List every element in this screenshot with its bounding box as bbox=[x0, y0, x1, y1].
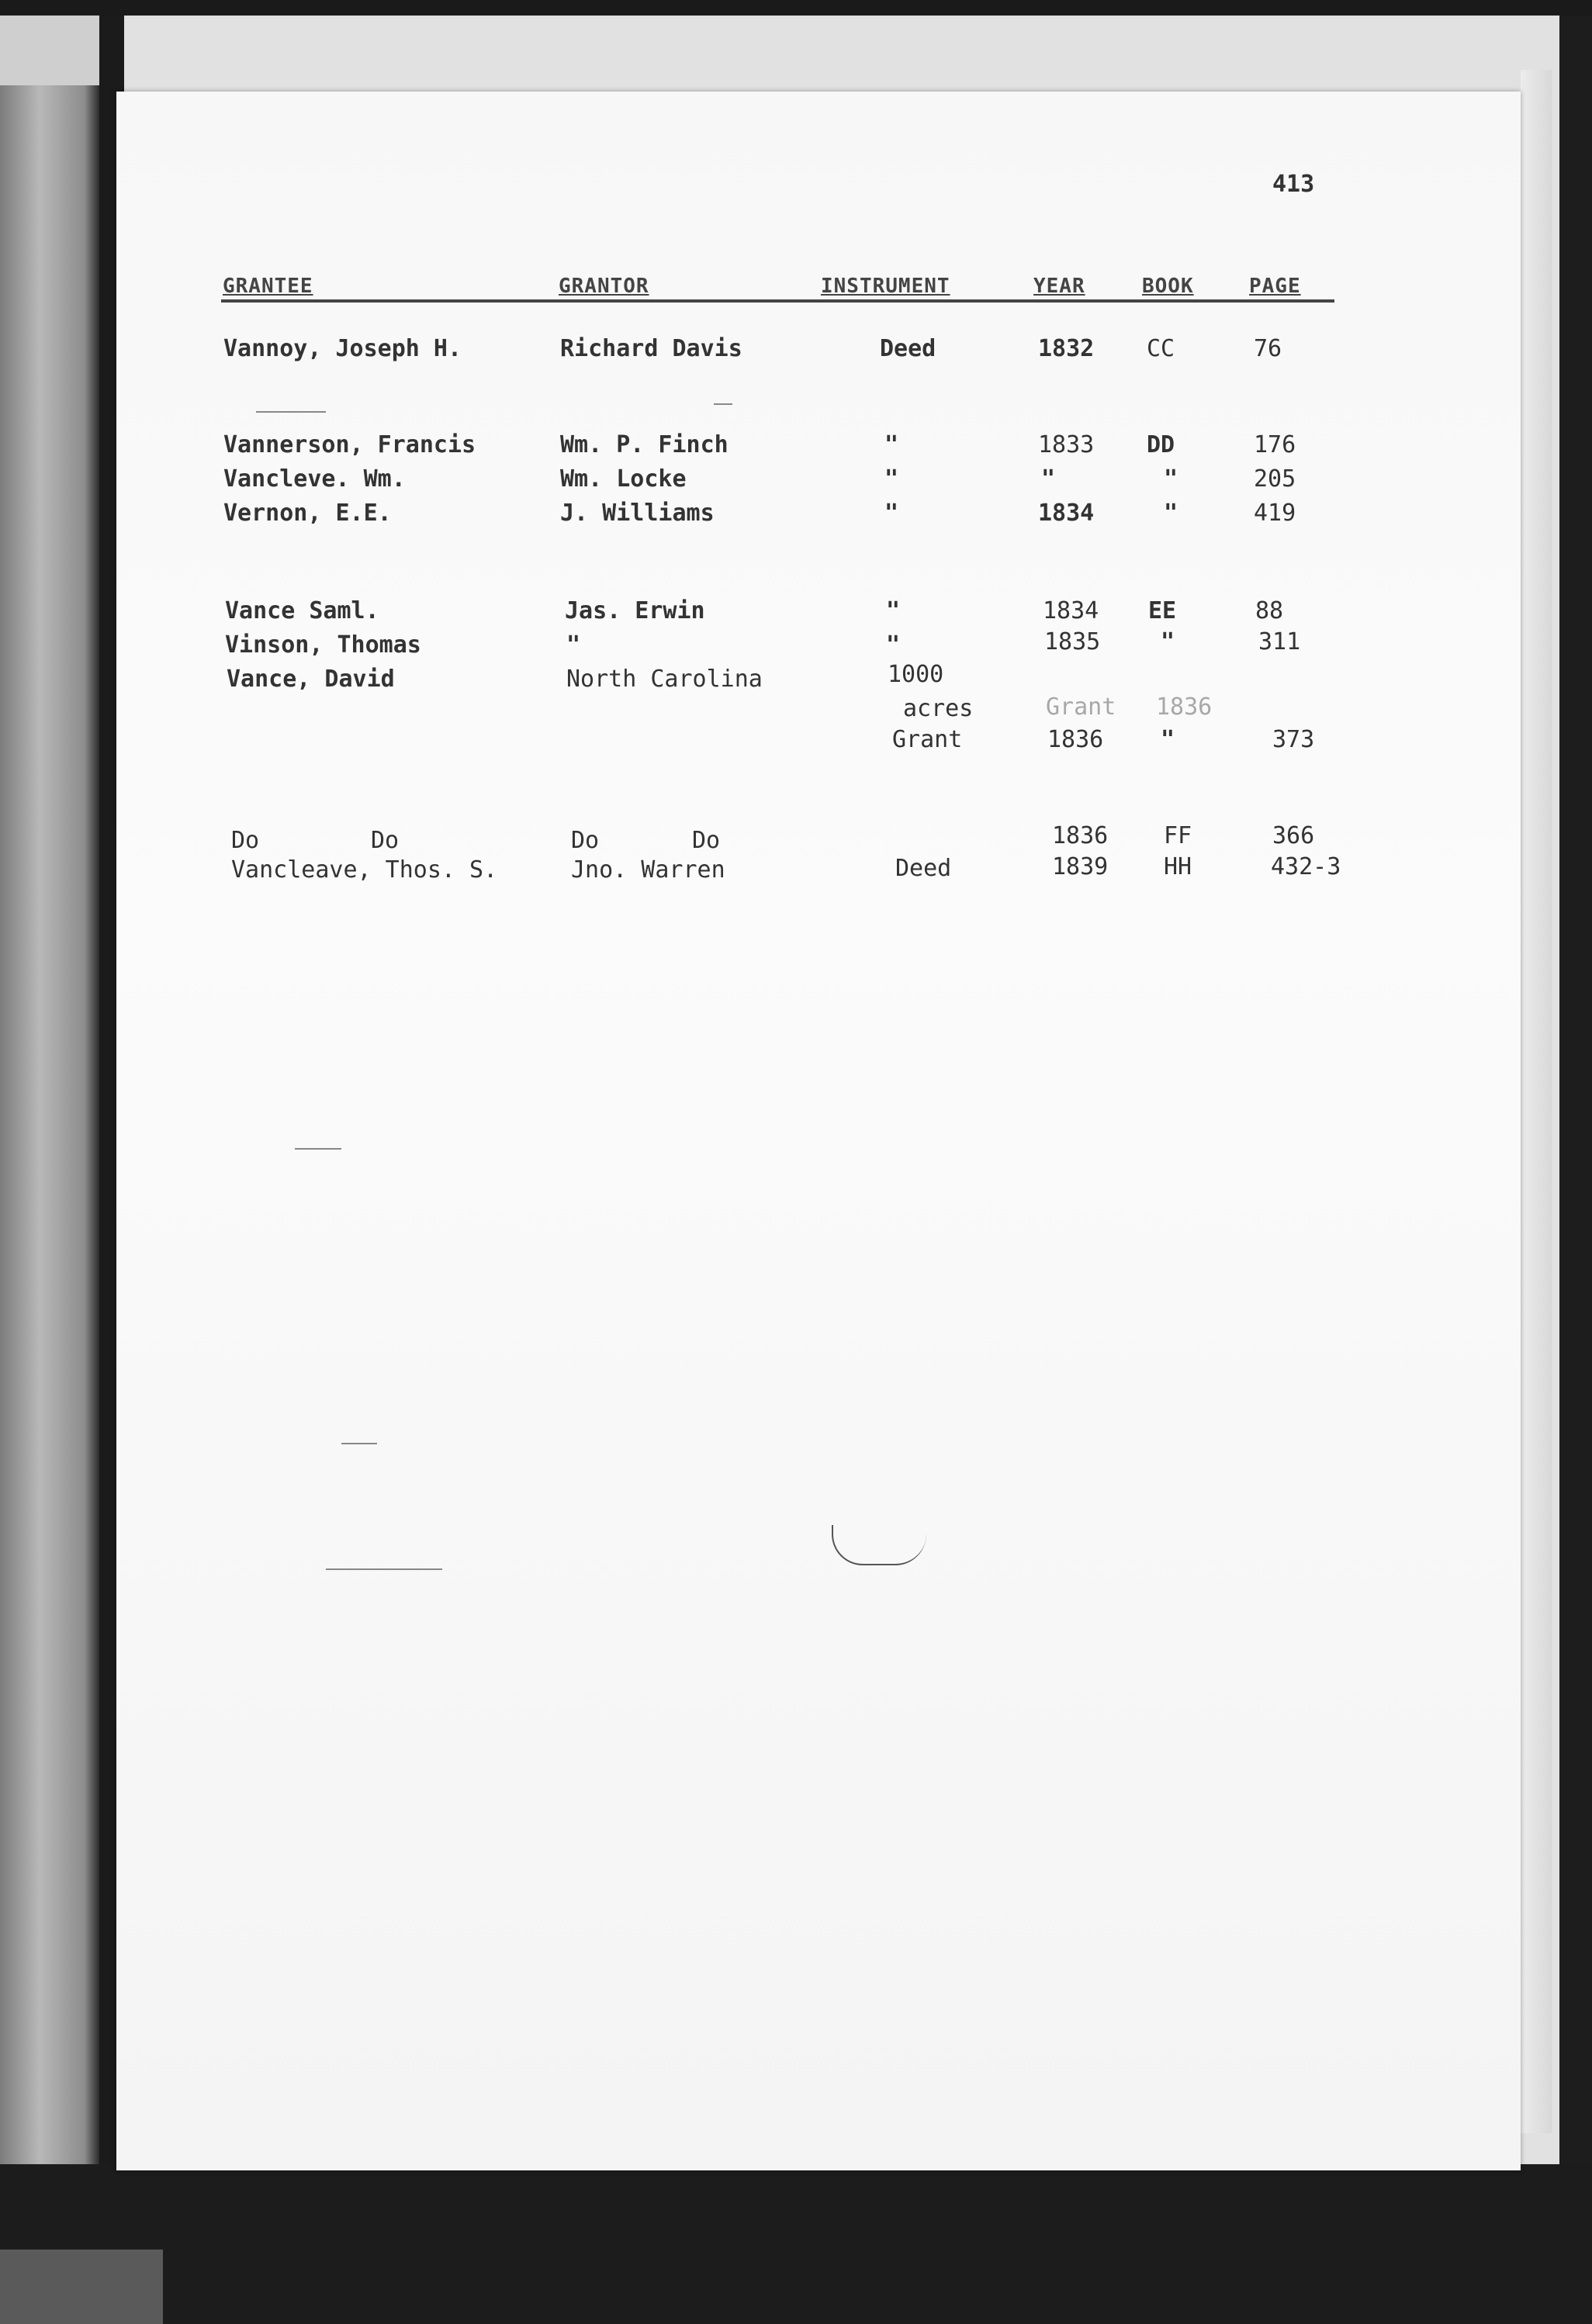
row-grantee: Vancleave, Thos. S. bbox=[231, 856, 498, 884]
row-grantee-ditto: Do bbox=[371, 827, 400, 854]
document-page bbox=[116, 92, 1521, 2170]
row-page: 76 bbox=[1254, 335, 1282, 362]
row-grantor-ditto: Do bbox=[692, 827, 721, 854]
row-page: 419 bbox=[1254, 500, 1296, 527]
row-book: " bbox=[1164, 465, 1178, 493]
row-instrument: " bbox=[886, 631, 901, 659]
row-page: 373 bbox=[1272, 726, 1315, 753]
row-book: " bbox=[1164, 500, 1178, 527]
film-frame-top bbox=[0, 0, 1592, 16]
row-grantee: Vernon, E.E. bbox=[223, 500, 392, 527]
row-page: 311 bbox=[1258, 628, 1301, 655]
row-instrument-line: Grant bbox=[892, 726, 963, 753]
row-grantor: Jas. Erwin bbox=[565, 597, 705, 624]
row-page: 432-3 bbox=[1271, 853, 1341, 880]
row-grantor: North Carolina bbox=[566, 666, 763, 693]
row-grantee: Vance Saml. bbox=[225, 597, 379, 624]
stray-mark bbox=[714, 403, 732, 405]
row-instrument: Deed bbox=[880, 335, 936, 362]
row-page: 88 bbox=[1255, 597, 1284, 624]
stray-mark bbox=[295, 1148, 341, 1150]
pen-smudge bbox=[832, 1525, 926, 1565]
row-grantor: J. Williams bbox=[560, 500, 715, 527]
row-book: HH bbox=[1164, 853, 1192, 880]
row-instrument: " bbox=[884, 431, 899, 458]
page-number: 413 bbox=[1272, 171, 1315, 198]
adjacent-page-edge bbox=[0, 85, 99, 2180]
faint-text: Grant bbox=[1046, 693, 1116, 721]
header-page: PAGE bbox=[1249, 275, 1301, 298]
row-grantor: Richard Davis bbox=[560, 335, 742, 362]
header-grantor: GRANTOR bbox=[559, 275, 649, 298]
row-grantor: Do bbox=[571, 827, 600, 854]
stray-mark bbox=[326, 1568, 442, 1570]
row-grantee: Vannerson, Francis bbox=[223, 431, 476, 458]
row-instrument: Deed bbox=[895, 855, 952, 882]
row-instrument: " bbox=[884, 465, 899, 493]
row-year: 1834 bbox=[1043, 597, 1099, 624]
row-year: 1835 bbox=[1044, 628, 1101, 655]
row-instrument-line: 1000 bbox=[888, 661, 944, 688]
row-grantor: Wm. Locke bbox=[560, 465, 687, 493]
row-year: 1834 bbox=[1038, 500, 1095, 527]
film-frame-right bbox=[1559, 16, 1592, 2164]
row-grantor: " bbox=[566, 631, 581, 659]
row-book: CC bbox=[1147, 335, 1175, 362]
row-year: 1839 bbox=[1052, 853, 1109, 880]
row-grantee: Vancleve. Wm. bbox=[223, 465, 406, 493]
row-book: DD bbox=[1147, 431, 1175, 458]
sheet-edge bbox=[1521, 70, 1552, 2133]
header-rule bbox=[221, 299, 1334, 303]
row-grantee: Vinson, Thomas bbox=[225, 631, 421, 659]
row-book: EE bbox=[1148, 597, 1177, 624]
row-book: " bbox=[1161, 726, 1175, 753]
row-year: 1833 bbox=[1038, 431, 1095, 458]
row-grantee: Do bbox=[231, 827, 260, 854]
row-grantor: Jno. Warren bbox=[571, 856, 725, 884]
row-page: 205 bbox=[1254, 465, 1296, 493]
row-year: " bbox=[1041, 465, 1056, 493]
row-page: 176 bbox=[1254, 431, 1296, 458]
row-year: 1836 bbox=[1047, 726, 1104, 753]
row-instrument-line: acres bbox=[903, 695, 974, 722]
row-grantee: Vance, David bbox=[227, 666, 395, 693]
header-instrument: INSTRUMENT bbox=[821, 275, 950, 298]
row-page: 366 bbox=[1272, 822, 1315, 849]
row-book: FF bbox=[1164, 822, 1192, 849]
faint-text: 1836 bbox=[1156, 693, 1213, 721]
row-instrument: " bbox=[886, 597, 901, 624]
header-year: YEAR bbox=[1033, 275, 1085, 298]
stray-mark bbox=[256, 411, 326, 413]
header-book: BOOK bbox=[1142, 275, 1194, 298]
row-year: 1836 bbox=[1052, 822, 1109, 849]
row-year: 1832 bbox=[1038, 335, 1095, 362]
row-book: " bbox=[1161, 628, 1175, 655]
row-grantor: Wm. P. Finch bbox=[560, 431, 729, 458]
film-frame-bottom-light bbox=[0, 2250, 163, 2324]
stray-mark bbox=[341, 1443, 377, 1444]
row-grantee: Vannoy, Joseph H. bbox=[223, 335, 462, 362]
film-frame-bottom bbox=[0, 2164, 1592, 2324]
row-instrument: " bbox=[884, 500, 899, 527]
header-grantee: GRANTEE bbox=[223, 275, 313, 298]
